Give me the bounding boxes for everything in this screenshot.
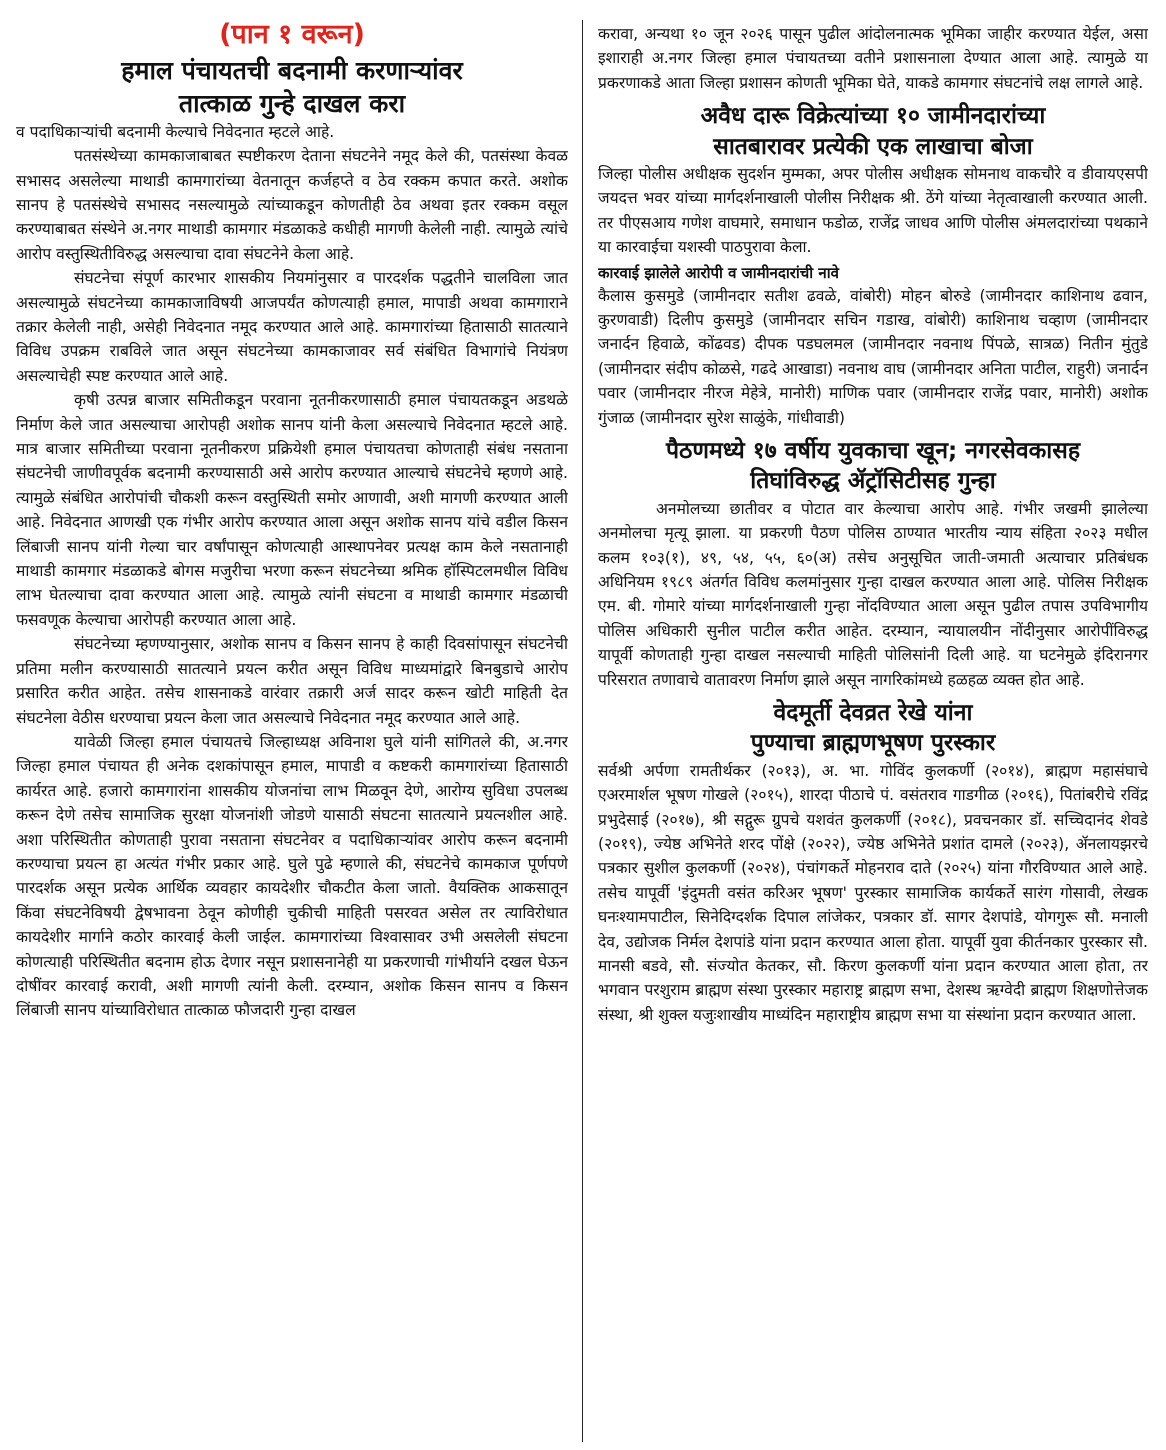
story3 (598, 436, 1148, 692)
column-divider (582, 20, 583, 1442)
story3-headline (598, 436, 1148, 497)
story4-body: सर्वश्री अर्पणा रामतीर्थकर (२०१३), अ. भा. गोविंद कुलकर्णी (२०१४), ब्राह्मण महासंघाचे एअरमार्शल भूषण गोखले (२०१५), शारदा पीठाचे पं. वसंतराव गाडगीळ (२०१६), पितांबरीचे रविंद्र प्रभुदेसाई (२०१७), श्री सद्गुरू ग्रुपचे यशवंत कुलकर्णी (२०१८), प्रवचनकार डॉ. सच्चिदानंद शेवडे (२०१९), ज्येष्ठ अभिनेते शरद पोंक्षे (२०२२), ज्येष्ठ अभिनेते प्रशांत दामले (२०२३), ॲनलायझरचे पत्रकार सुशील कुलकर्णी (२०२४), पंचांगकर्ते मोहनराव दाते (२०२५) यांना गौरविण्यात आले आहे. तसेच यापूर्वी 'इंदुमती वसंत करिअर भूषण' पुरस्कार सामाजिक कार्यकर्ते सारंग गोसावी, लेखक घनःश्यामपाटील, सिनेदिग्दर्शक दिपाल लांजेकर, पत्रकार डॉ. सागर देशपांडे, योगगुरू सौ. मनाली देव, उद्योजक निर्मल देशपांडे यांना प्रदान करण्यात आला होता. यापूर्वी युवा कीर्तनकार पुरस्कार सौ. मानसी बडवे, सौ. संज्योत केतकर, सौ. किरण कुलकर्णी यांना प्रदान करण्यात आला होता, तर भगवान परशुराम ब्राह्मण संस्था पुरस्कार महाराष्ट्र ब्राह्मण सभा, देशस्थ ऋग्वेदी ब्राह्मण शिक्षणोत्तेजक संस्था, श्री शुक्ल यजुःशाखीय माध्यंदिन महाराष्ट्रीय ब्राह्मण सभा या संस्थांना प्रदान करण्यात आला. (598, 761, 1148, 1024)
story4-headline (598, 698, 1148, 759)
story1-paragraph: कृषी उत्पन्न बाजार समितीकडून परवाना नूतनीकरणासाठी हमाल पंचायतकडून अडथळे निर्माण केले जात असल्याचा आरोपही अशोक सानप यांनी केला असल्याचे निवेदनात म्हटले आहे. मात्र बाजार समितीच्या परवाना नूतनीकरण प्रक्रियेशी हमाल पंचायतचा कोणताही संबंध नसताना संघटनेची जाणीवपूर्वक बदनामी करण्यासाठी असे आरोप करण्यात आल्याचे संघटनेचे म्हणणे आहे. त्यामुळे संबंधित आरोपांची चौकशी करून वस्तुस्थिती समोर आणावी, अशी मागणी करण्यात आली आहे. निवेदनात आणखी एक गंभीर आरोप करण्यात आला असून अशोक सानप यांचे वडील किसन लिंबाजी सानप यांनी गेल्या चार वर्षांपासून कोणत्याही आस्थापनेवर प्रत्यक्ष काम केले नसतानाही माथाडी कामगार मंडळाकडे बोगस मजुरीचा भरणा करून संघटनेच्या श्रमिक हॉस्पिटलमधील विविध लाभ घेतल्याचा दावा करण्यात आला आहे. त्यामुळे त्यांनी संघटना व माथाडी कामगार मंडळाची फसवणूक केल्याचा आरोपही करण्यात आला आहे. (16, 391, 568, 629)
story2-headline-line1: अवैध दारू विक्रेत्यांच्या १० जामीनदारांच्या (700, 103, 1046, 130)
story4-headline-line2: पुण्याचा ब्राह्मणभूषण पुरस्कार (750, 730, 996, 757)
story3-headline-line1: पैठणमध्ये १७ वर्षीय युवकाचा खून; नगरसेवकासह (665, 438, 1081, 464)
story2-headline-line2: सातबारावर प्रत्येकी एक लाखाचा बोजा (713, 133, 1033, 160)
story1-continuation: करावा, अन्यथा १० जून २०२६ पासून पुढील आंदोलनात्मक भूमिका जाहीर करण्यात येईल, असा इशाराही अ.नगर जिल्हा हमाल पंचायतच्या वतीने प्रशासनाला देण्यात आला आहे. त्यामुळे या प्रकरणाकडे आता जिल्हा प्रशासन कोणती भूमिका घेते, याकडे कामगार संघटनांचे लक्ष लागले आहे. (598, 25, 1148, 92)
story4-headline-line1: वेदमूर्ती देवव्रत रेखे यांना (773, 699, 973, 726)
story1-paragraph: पतसंस्थेच्या कामकाजाबाबत स्पष्टीकरण देताना संघटनेने नमूद केले की, पतसंस्था केवळ सभासद असलेल्या माथाडी कामगारांच्या वेतनातून कर्जहप्ते व ठेव रक्कम कपात करते. अशोक सानप हे पतसंस्थेचे सभासद नसल्यामुळे त्यांच्याकडून कोणतीही ठेव अथवा इतर रक्कम वसूल करण्याबाबत संस्थेने अ.नगर माथाडी कामगार मंडळाकडे कधीही मागणी केलेली नाही. त्यामुळे त्यांचे आरोप वस्तुस्थितीविरुद्ध असल्याचा दावा संघटनेने केला आहे. (16, 147, 568, 263)
story1-paragraph: संघटनेचा संपूर्ण कारभार शासकीय नियमांनुसार व पारदर्शक पद्धतीने चालविला जात असल्यामुळे संघटनेच्या कामकाजाविषयी आजपर्यंत कोणत्याही हमाल, मापाडी अथवा कामगाराने तक्रार केलेली नाही, असेही निवेदनात नमूद करण्यात आले आहे. कामगारांच्या हितासाठी सातत्याने विविध उपक्रम राबविले जात असून संघटनेच्या कामकाजावर सर्व संबंधित विभागांचे नियंत्रण असल्याचेही स्पष्ट करण्यात आले आहे. (16, 269, 568, 385)
story3-body: अनमोलच्या छातीवर व पोटात वार केल्याचा आरोप आहे. गंभीर जखमी झालेल्या अनमोलचा मृत्यू झाला. या प्रकरणी पैठण पोलिस ठाण्यात भारतीय न्याय संहिता २०२३ मधील कलम १०३(१), ४९, ५४, ५५, ६०(अ) तसेच अनुसूचित जाती-जमाती अत्याचार प्रतिबंधक अधिनियम १९८९ अंतर्गत विविध कलमांनुसार गुन्हा दाखल करण्यात आला आहे. पोलिस निरीक्षक एम. बी. गोमारे यांच्या मार्गदर्शनाखाली गुन्हा नोंदविण्यात आला असून पुढील तपास उपविभागीय पोलिस अधिकारी सुनील पाटील करीत आहेत. दरम्यान, न्यायालयीन नोंदीनुसार आरोपींविरुद्ध यापूर्वी कोणताही गुन्हा दाखल नसल्याची माहिती पोलिसांनी दिली आहे. या घटनेमुळे इंदिरानगर परिसरात तणावाचे वातावरण निर्माण झाले असून नागरिकांमध्ये हळहळ व्यक्त होत आहे. (598, 499, 1148, 689)
story1-paragraph: संघटनेच्या म्हणण्यानुसार, अशोक सानप व किसन सानप हे काही दिवसांपासून संघटनेची प्रतिमा मलीन करण्यासाठी सातत्याने प्रयत्न करीत असून विविध माध्यमांद्वारे बिनबुडाचे आरोप प्रसारित करीत आहेत. तसेच शासनाकडे वारंवार तक्रारी अर्ज सादर करून खोटी माहिती देत संघटनेला वेठीस धरण्याचा प्रयत्न केला जात असल्याचे निवेदनात नमूद करण्यात आले आहे. (16, 635, 568, 727)
story2-subhead: कारवाई झालेले आरोपी व जामीनदारांची नावे (598, 263, 839, 282)
story1-headline-line2: तात्काळ गुन्हे दाखल करा (178, 88, 406, 118)
story3-headline-line2: तिघांविरुद्ध ॲट्रॉसिटीसह गुन्हा (750, 468, 996, 495)
story2-headline (598, 101, 1148, 162)
story4 (598, 698, 1148, 1027)
story1-paragraph: व पदाधिकाऱ्यांची बदनामी केल्याचे निवेदनात म्हटले आहे. (16, 122, 335, 141)
story2 (598, 101, 1148, 430)
story1-paragraph: यावेळी जिल्हा हमाल पंचायतचे जिल्हाध्यक्ष अविनाश घुले यांनी सांगितले की, अ.नगर जिल्हा हमाल पंचायत ही अनेक दशकांपासून हमाल, मापाडी व कष्टकरी कामगारांच्या हितासाठी कार्यरत आहे. हजारो कामगारांना शासकीय योजनांचा लाभ मिळवून देणे, आरोग्य सुविधा उपलब्ध करून देणे तसेच सामाजिक सुरक्षा योजनांशी जोडणे यासाठी संघटना सातत्याने प्रयत्नशील आहे. अशा परिस्थितीत कोणताही पुरावा नसताना संघटनेवर व पदाधिकाऱ्यांवर आरोप करून बदनामी करण्याचा प्रयत्न हा अत्यंत गंभीर प्रकार आहे. घुले पुढे म्हणाले की, संघटनेचे कामकाज पूर्णपणे पारदर्शक असून प्रत्येक आर्थिक व्यवहार कायदेशीर चौकटीत केला जातो. वैयक्तिक आकसातून किंवा संघटनेविषयी द्वेषभावना ठेवून कोणीही चुकीची माहिती पसरवत असेल तर त्याविरोधात कायदेशीर मार्गाने कठोर कारवाई केली जाईल. कामगारांच्या विश्वासावर उभी असलेली संघटना कोणत्याही परिस्थितीत बदनाम होऊ देणार नसून प्रशासनानेही या प्रकरणाची गांभीर्याने दखल घेऊन दोषींवर कारवाई करावी, अशी मागणी त्यांनी केली. दरम्यान, अशोक किसन सानप व किसन लिंबाजी सानप यांच्याविरोधात तात्काळ फौजदारी गुन्हा दाखल (16, 732, 568, 1020)
story1-headline-line1: हमाल पंचायतची बदनामी करणाऱ्यांवर (121, 55, 463, 85)
story1-headline (16, 54, 568, 120)
left-column (16, 18, 568, 1450)
continued-from-page-1: (पान १ वरून) (219, 19, 365, 50)
story2-body: जिल्हा पोलीस अधीक्षक सुदर्शन मुम्मका, अपर पोलीस अधीक्षक सोमनाथ वाकचौरे व डीवायएसपी जयदत्त भवर यांच्या मार्गदर्शनाखाली पोलीस निरीक्षक श्री. ठेंगे यांच्या नेतृत्वाखाली करण्यात आली. तर पीएसआय गणेश वाघमारे, समाधान फडोळ, राजेंद्र जाधव आणि पोलीस अंमलदारांच्या पथकाने या कारवाईचा यशस्वी पाठपुरावा केला. (598, 164, 1148, 257)
story2-names-list: कैलास कुसमुडे (जामीनदार सतीश ढवळे, वांबोरी) मोहन बोरुडे (जामीनदार काशिनाथ ढवान, कुरणवाडी) दिलीप कुसमुडे (जामीनदार सचिन गडाख, वांबोरी) काशिनाथ चव्हाण (जामीनदार जनार्दन हिवाळे, कोंढवड) दीपक पडघलमल (जामीनदार नवनाथ पिंपळे, सात्रळ) नितीन मुंतुडे (जामीनदार संदीप कोळसे, गढदे आखाडा) नवनाथ वाघ (जामीनदार अनिता पाटील, राहुरी) जनार्दन पवार (जामीनदार नीरज मेहेत्रे, मानोरी) माणिक पवार (जामीनदार राजेंद्र पवार, मानोरी) अशोक गुंजाळ (जामीनदार सुरेश साळुंके, गांधीवाडी) (598, 286, 1148, 427)
right-column (598, 22, 1148, 1450)
